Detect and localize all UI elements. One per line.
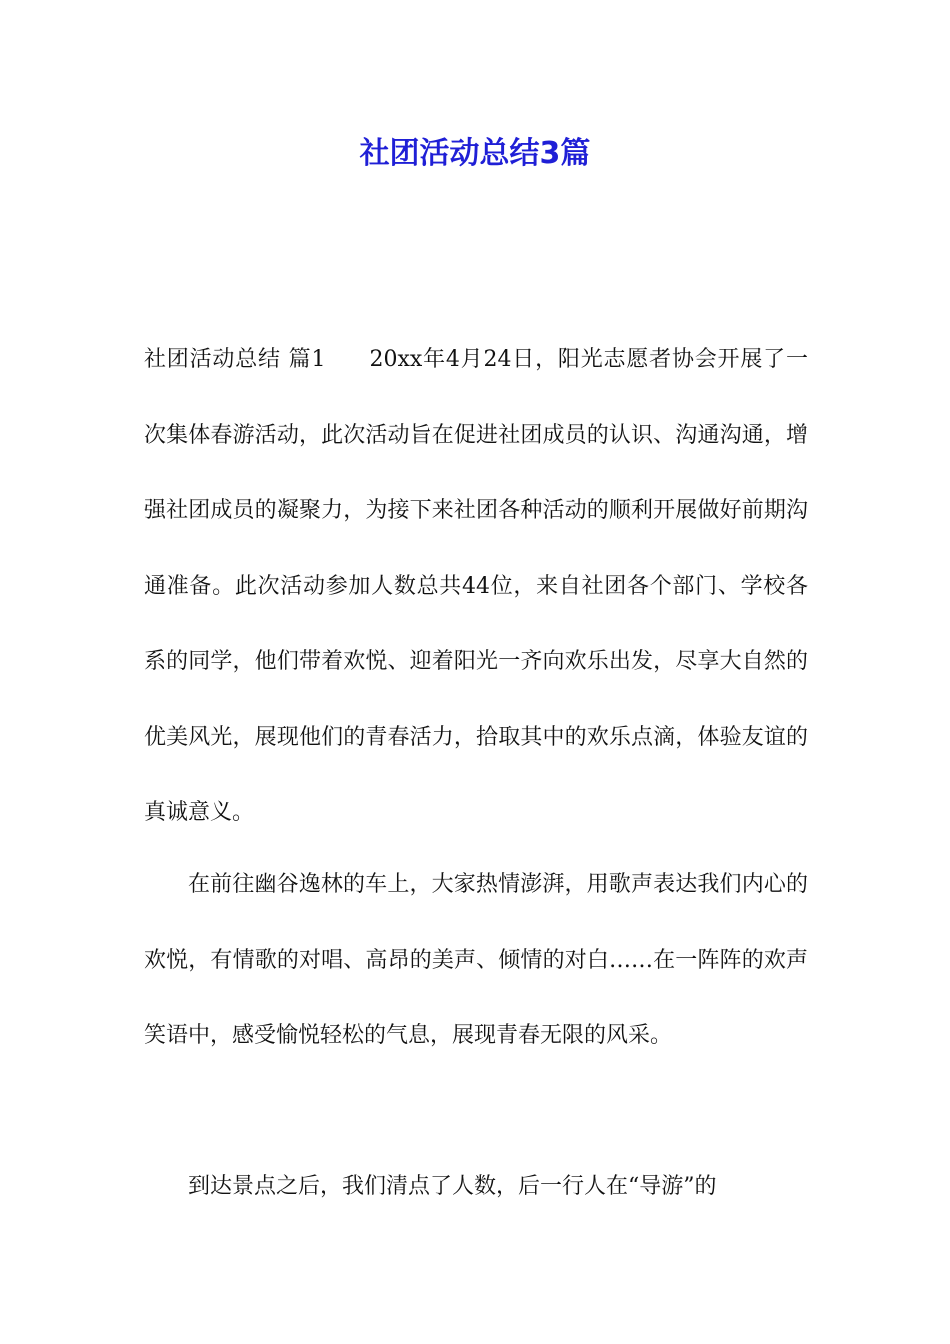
section-heading: 社团活动总结 篇1 — [144, 347, 326, 372]
document-title: 社团活动总结3篇 — [359, 136, 591, 171]
paragraph-3 — [144, 1149, 808, 1225]
paragraph-3-text: 到达景点之后，我们清点了人数，后一行人在“导游”的 — [188, 1174, 717, 1199]
paragraph-2-text: 在前往幽谷逸林的车上，大家热情澎湃，用歌声表达我们内心的欢悦，有情歌的对唱、高昂的美声、倾情的对白……在一阵阵的欢声笑语中，感受愉悦轻松的气息，展现青春无限的风采。 — [144, 872, 808, 1048]
paragraph-2 — [144, 847, 808, 1074]
paragraph-1-text: 20xx年4月24日，阳光志愿者协会开展了一次集体春游活动，此次活动旨在促进社团成员的认识、沟通沟通，增强社团成员的凝聚力，为接下来社团各种活动的顺利开展做好前期沟通准备。此次活动参加人数总共44位，来自社团各个部门、学校各系的同学，他们带着欢悦、迎着阳光一齐向欢乐出发，尽享大自然的优美风光，展现他们的青春活力，拾取其中的欢乐点滴，体验友谊的真诚意义。 — [144, 347, 808, 825]
paragraph-1 — [144, 322, 808, 851]
